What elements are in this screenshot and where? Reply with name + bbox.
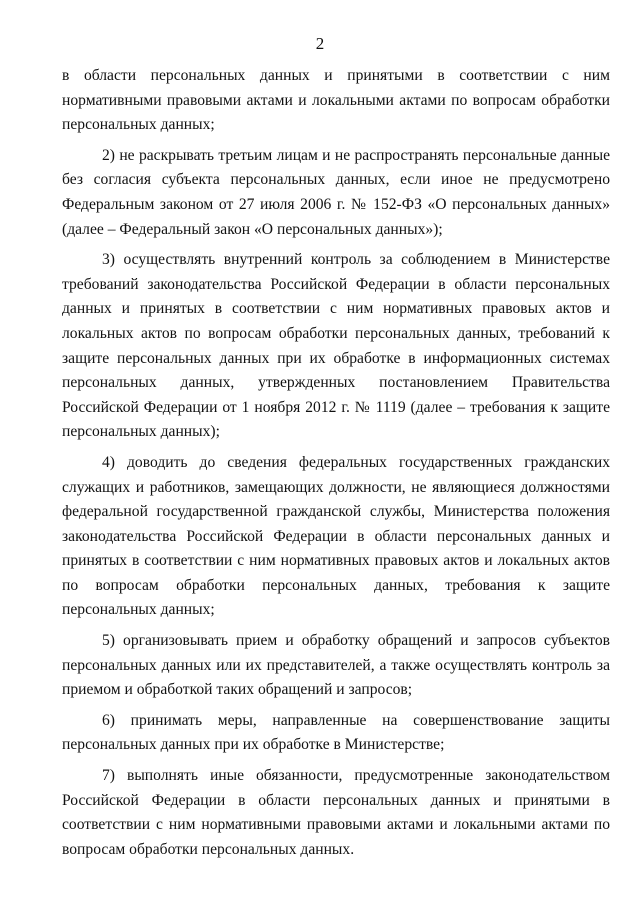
page-number: 2 xyxy=(315,34,325,53)
paragraph-continuation: в области персональных данных и принятыми в соответствии с ним нормативными правовыми актами и локальными актами по вопросам обработки персональных данных; xyxy=(62,67,610,134)
paragraph-item-6: 6) принимать меры, направленные на совершенствование защиты персональных данных при их обработке в Министерстве; xyxy=(62,711,610,754)
document-body xyxy=(62,64,610,868)
paragraph-item-3: 3) осуществлять внутренний контроль за соблюдением в Министерстве требований законодательства Российской Федерации в области персональных данных и принятых в соответствии с ним нормативных правовых актов и локальных актов по вопросам обработки персональных данных, требований к защите персональных данных при их обработке в информационных системах персональных данных, утвержденных постановлением Правительства Российской Федерации от 1 ноября 2012 г. № 1119 (далее – требования к защите персональных данных); xyxy=(62,251,610,441)
paragraph-item-7: 7) выполнять иные обязанности, предусмотренные законодательством Российской Федерации в области персональных данных и принятыми в соответствии с ним нормативными правовыми актами и локальными актами по вопросам обработки персональных данных. xyxy=(62,767,610,858)
paragraph-item-5: 5) организовывать прием и обработку обращений и запросов субъектов персональных данных или их представителей, а также осуществлять контроль за приемом и обработкой таких обращений и запросов; xyxy=(62,632,610,699)
paragraph-item-4: 4) доводить до сведения федеральных государственных гражданских служащих и работников, замещающих должности, не являющиеся должностями федеральной государственной гражданской службы, Министерства положения законодательства Российской Федерации в области персональных данных и принятых в соответствии с ним нормативных правовых актов и локальных актов по вопросам обработки персональных данных, требования к защите персональных данных; xyxy=(62,453,610,619)
paragraph-item-2: 2) не раскрывать третьим лицам и не распространять персональные данные без согласия субъекта персональных данных, если иное не предусмотрено Федеральным законом от 27 июля 2006 г. № 152-ФЗ «О персональных данных» (далее – Федеральный закон «О персональных данных»); xyxy=(62,146,610,238)
